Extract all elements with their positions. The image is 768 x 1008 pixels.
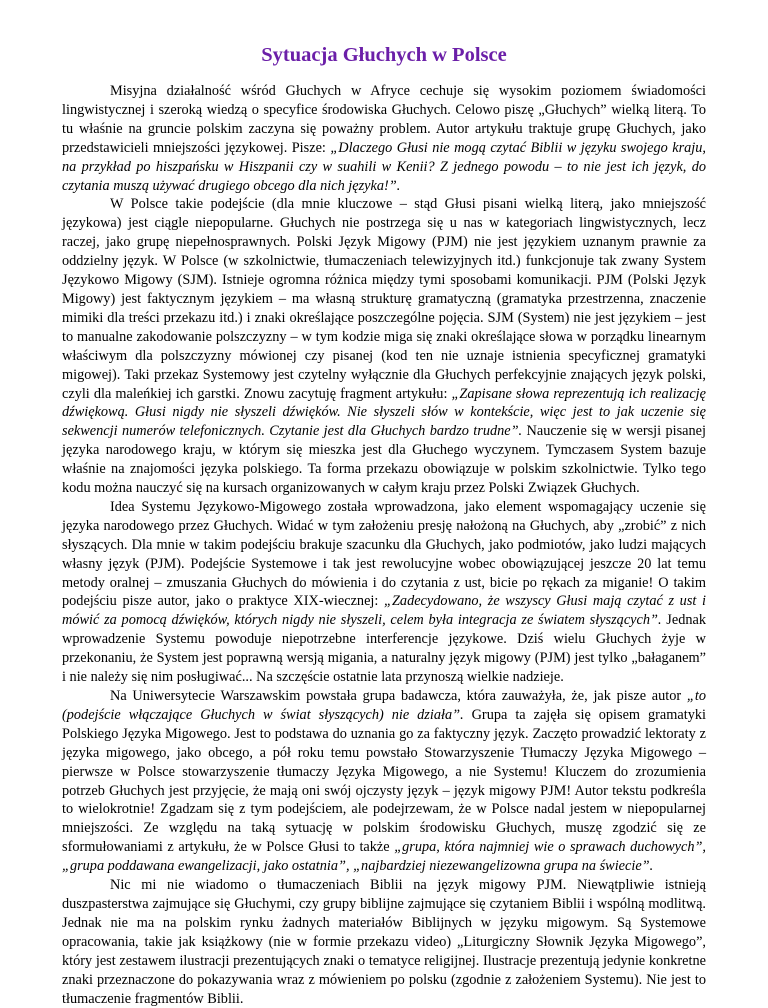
quote: „to (podejście włączające Głuchych w świat słyszących) nie działa”. <box>62 688 706 723</box>
paragraph-text: Grupa ta zajęła się opisem gramatyki Polskiego Języka Migowego. Jest to podstawa do uznania go za faktyczny język. Zaczęto prowadzić lektoraty z języka migowego, jako obcego, a pół roku temu powstało Stowarzyszenie Tłumaczy Języka Migowego – pierwsze w Polsce stowarzyszenie tłumaczy Języka Migowego, a nie Systemu! Kluczem do zrozumienia potrzeb Głuchych jest przyjęcie, że mają oni swój ojczysty język – język migowy PJM! Autor tekstu podkreśla to wielokrotnie! Zgadzam się z tym podejściem, ale podejrzewam, że w Polsce nadal jestem w niepopularnej mniejszości. Ze względu na taką sytuację w polskim środowisku Głuchych, muszę zgodzić się ze sformułowaniami z artykułu, że w Polsce Głusi to także <box>62 706 706 856</box>
paragraph <box>62 498 706 687</box>
paragraph-text: W Polsce takie podejście (dla mnie kluczowe – stąd Głusi pisani wielką literą, jako mniejszość językowa) jest ciągle niepopularne. Głuchych nie postrzega się u nas w kategoriach lingwistycznych, lecz raczej, jako grupę niepełnosprawnych. Polski Język Migowy (PJM) nie jest językiem uznanym prawnie za oddzielny język. W Polsce (w szkolnictwie, tłumaczeniach telewizyjnych itd.) funkcjonuje tak zwany System Językowo Migowy (SJM). Istnieje ogromna różnica między tymi sposobami komunikacji. PJM (Polski Język Migowy) jest faktycznym językiem – ma własną strukturę gramatyczną (gramatyka przestrzenna, znaczenie mimiki dla treści przekazu itd.) i znaki określające poszczególne pojęcia. SJM (System) nie jest językiem – jest to manualne zakodowanie polszczyzny – w tym kodzie miga się znaki określające słowa w porządku linearnym właściwym dla polszczyzny mówionej czy pisanej (kod ten nie uznaje istnienia specyficznej gramatyki migowej). Taki przekaz Systemowy jest czytelny wyłącznie dla Głuchych perfekcyjnie znających język polski, czyli dla maleńkiej ich garstki. Znowu zacytuję fragment artykułu: <box>62 196 706 402</box>
quote: „Zapisane słowa reprezentują ich realizację dźwiękową. Głusi nigdy nie słyszeli dźwięków. Nie słyszeli słów w kontekście, więc jest to jak uczenie się sekwencji numerów telefonicznych. Czytanie jest dla Głuchych bardzo trudne”. <box>62 385 706 440</box>
paragraph-text: Misyjna działalność wśród Głuchych w Afryce cechuje się wysokim poziomem świadomości lingwistycznej i szeroką wiedzą o specyfice środowiska Głuchych. Celowo piszę „Głuchych” wielką literą. To tu właśnie na gruncie polskim zaczyna się poważny problem. Autor artykułu traktuje grupę Głuchych, jako przedstawicieli mniejszości językowej. Pisze: <box>62 83 706 156</box>
quote: „Zadecydowano, że wszyscy Głusi mają czytać z ust i mówić za pomocą dźwięków, których nigdy nie słyszeli, celem była integracja ze światem słyszących”. <box>62 593 706 629</box>
paragraph-text: Idea Systemu Językowo-Migowego została wprowadzona, jako element wspomagający uczenie się języka narodowego przez Głuchych. Widać w tym założeniu presję nałożoną na Głuchych, aby „zrobić” z nich słyszących. Dla mnie w takim podejściu brakuje szacunku dla Głuchych, jako podmiotów, jako ludzi mających własny język (PJM). Podejście Systemowe i tak jest rewolucyjne wobec obowiązującej jeszcze 20 lat temu metody oralnej – zmuszania Głuchych do mówienia i do czytania z ust, bicie po rękach za miganie! O takim podejściu pisze autor, jako o praktyce XIX-wiecznej: <box>62 498 706 610</box>
paragraph <box>62 876 706 1008</box>
paragraph-text: Jednak wprowadzenie Systemu powoduje niepotrzebne interferencje językowe. Dziś wielu Głuchych żyje w przekonaniu, że System jest poprawną wersją migania, a naturalny język migowy (PJM) jest tylko „bałaganem” i nie należy się nim posługiwać... Na szczęście ostatnie lata przynoszą wielkie nadzieje. <box>62 612 706 686</box>
paragraph <box>62 195 706 498</box>
paragraph-text: Nauczenie się w wersji pisanej języka narodowego kraju, w którym się mieszka jest dla Głuchego wyczynem. Tymczasem System bazuje właśnie na znajomości języka polskiego. Ta forma przekazu obowiązuje w polskim szkolnictwie. Tylko tego kodu można nauczyć się na kursach organizowanych w całym kraju przez Polski Związek Głuchych. <box>62 423 706 497</box>
paragraph-text: Na Uniwersytecie Warszawskim powstała grupa badawcza, która zauważyła, że, jak pisze autor <box>110 688 687 704</box>
paragraph <box>62 687 706 876</box>
paragraph-text: Nic mi nie wiadomo o tłumaczeniach Biblii na język migowy PJM. Niewątpliwie istnieją duszpasterstwa zajmujące się Głuchymi, czy grupy biblijne zajmujące się czytaniem Biblii i wspólną modlitwą. Jednak nie ma na polskim rynku żadnych materiałów Biblijnych w języku migowym. Są Systemowe opracowania, takie jak książkowy (nie w formie przekazu video) „Liturgiczny Słownik Języka Migowego”, który jest zestawem ilustracji prezentujących znaki o tematyce religijnej. Ilustracje prezentują jedynie konkretne znaki przeznaczone do pokazywania wraz z mówieniem po polsku (zgodnie z założeniem Systemu). Nie jest to tłumaczenie fragmentów Biblii. <box>62 877 706 1007</box>
quote: „Dlaczego Głusi nie mogą czytać Biblii w języku swojego kraju, na przykład po hiszpańsku w Hiszpanii czy w suahili w Kenii? Z jednego powodu – to nie jest ich język, do czytania muszą używać drugiego obcego dla nich języka!”. <box>62 139 706 194</box>
paragraph <box>62 82 706 195</box>
document-title: Sytuacja Głuchych w Polsce <box>261 44 507 66</box>
quote: „grupa, która najmniej wie o sprawach duchowych”, „grupa poddawana ewangelizacji, jako ostatnia”, „najbardziej niezewangelizowna grupa na świecie”. <box>62 839 706 875</box>
